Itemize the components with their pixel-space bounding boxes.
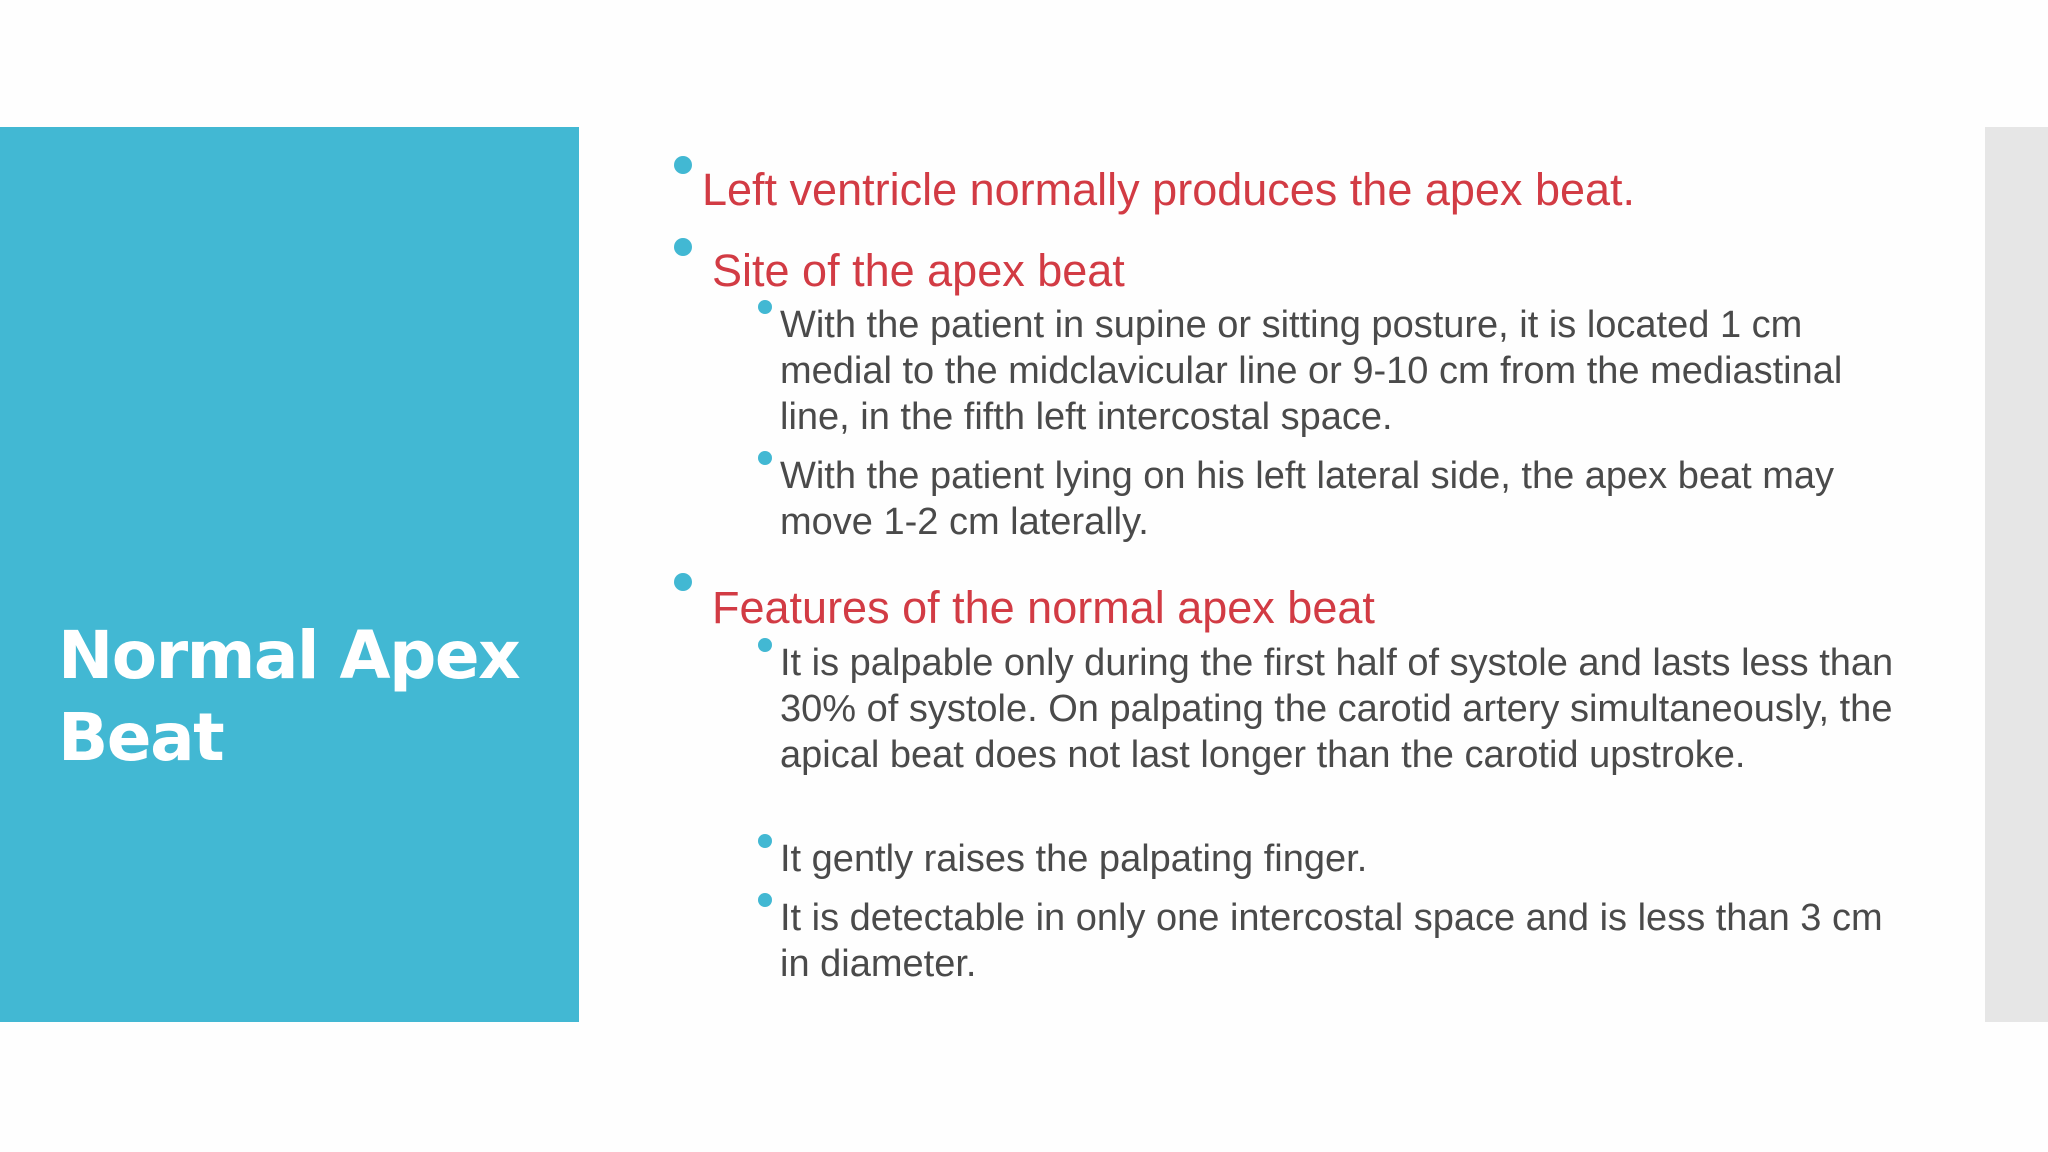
- bullet-main: Features of the normal apex beat: [712, 582, 1375, 633]
- bullet-dot-icon: [674, 573, 692, 591]
- bullet-main: Site of the apex beat: [712, 245, 1125, 296]
- sub-bullet-dot-icon: [758, 300, 772, 314]
- sub-bullet: With the patient lying on his left lateral side, the apex beat may move 1-2 cm laterally.: [780, 455, 1835, 543]
- sub-bullet-dot-icon: [758, 893, 772, 907]
- sub-bullet-dot-icon: [758, 638, 772, 652]
- right-edge-strip: [1985, 127, 2048, 1022]
- bullet-main: Left ventricle normally produces the apex beat.: [702, 164, 1636, 215]
- title-panel: [0, 127, 579, 1022]
- sub-bullet-dot-icon: [758, 834, 772, 848]
- bullet-dot-icon: [674, 156, 692, 174]
- sub-bullet: With the patient in supine or sitting posture, it is located 1 cm medial to the midclavicular line or 9-10 cm from the mediastinal line, in the fifth left intercostal space.: [780, 304, 1843, 438]
- sub-bullet: It is palpable only during the first half of systole and lasts less than 30% of systole. On palpating the carotid artery simultaneously, the apical beat does not last longer than the carotid upstroke.: [780, 642, 1894, 776]
- sub-bullet: It gently raises the palpating finger.: [780, 838, 1368, 880]
- bullet-dot-icon: [674, 238, 692, 256]
- sub-bullet: It is detectable in only one intercostal space and is less than 3 cm in diameter.: [780, 897, 1883, 985]
- sub-bullet-dot-icon: [758, 451, 772, 465]
- slide-title: Normal Apex Beat: [58, 617, 520, 776]
